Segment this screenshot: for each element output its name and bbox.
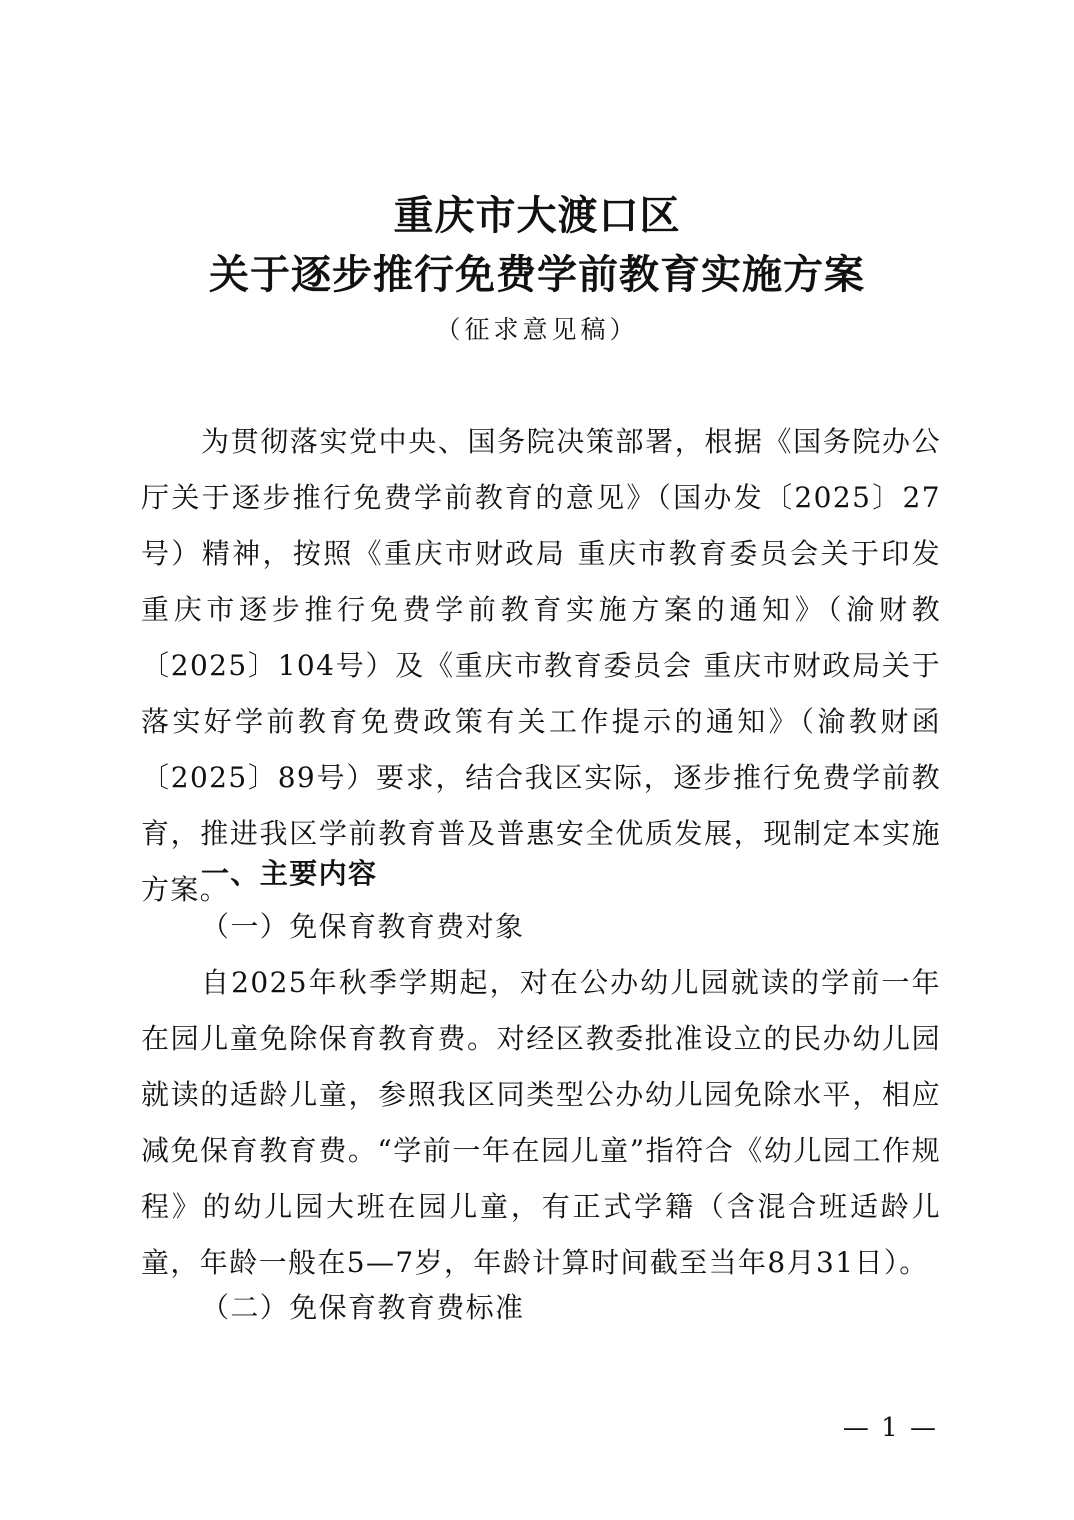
- exemption-target-paragraph: 自2025年秋季学期起，对在公办幼儿园就读的学前一年在园儿童免除保育教育费。对经区教委批准设立的民办幼儿园就读的适龄儿童，参照我区同类型公办幼儿园免除水平，相应减免保育教育费。“学前一年在园儿童”指符合《幼儿园工作规程》的幼儿园大班在园儿童，有正式学籍（含混合班适龄儿童，年龄一般在5—7岁，年龄计算时间截至当年8月31日）。: [141, 966, 941, 1279]
- document-title-line2: 关于逐步推行免费学前教育实施方案: [209, 252, 865, 298]
- document-subtitle: （征求意见稿）: [435, 315, 639, 344]
- document-title-line1: 重庆市大渡口区: [393, 193, 681, 239]
- subsection-heading-exemption-target: （一）免保育教育费对象: [201, 910, 525, 943]
- section-heading-main-content: 一、主要内容: [201, 857, 378, 890]
- subsection-heading-exemption-standard: （二）免保育教育费标准: [201, 1291, 525, 1324]
- intro-paragraph: 为贯彻落实党中央、国务院决策部署，根据《国务院办公厅关于逐步推行免费学前教育的意见》（国办发〔2025〕27号）精神，按照《重庆市财政局 重庆市教育委员会关于印发重庆市逐步推行免费学前教育实施方案的通知》（渝财教〔2025〕104号）及《重庆市教育委员会 重庆市财政局关于落实好学前教育免费政策有关工作提示的通知》（渝教财函〔2025〕89号）要求，结合我区实际，逐步推行免费学前教育，推进我区学前教育普及普惠安全优质发展，现制定本实施方案。: [141, 425, 941, 906]
- page-number: — 1 —: [842, 1413, 938, 1443]
